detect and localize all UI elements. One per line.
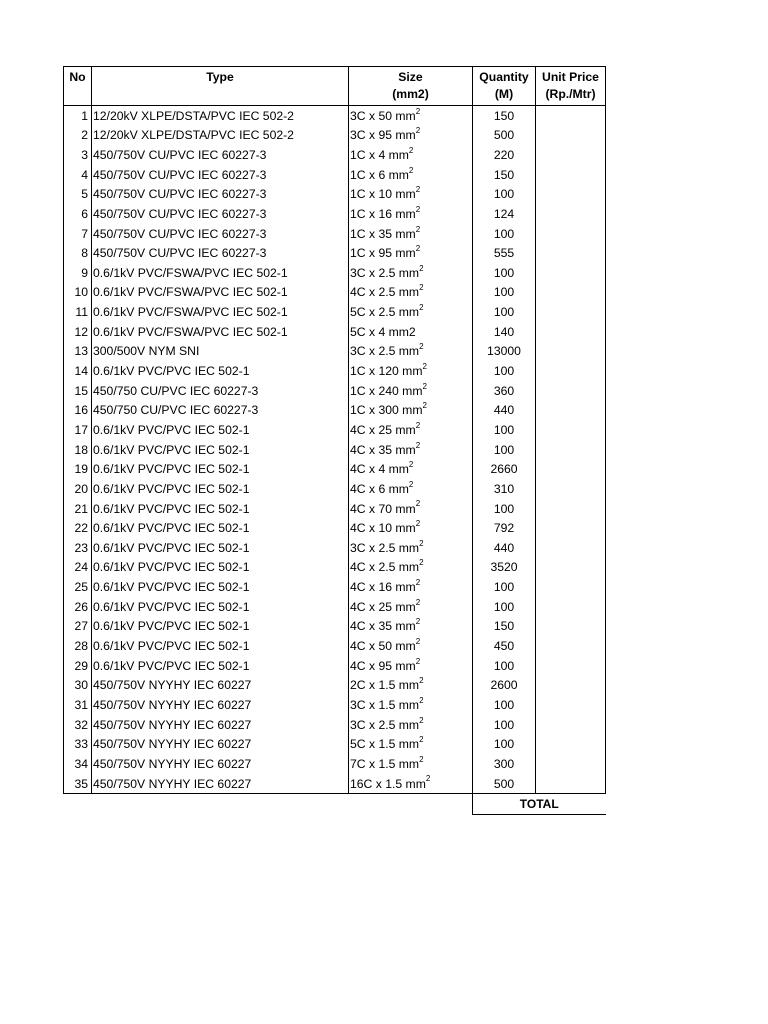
row-quantity: 360 [473,381,536,401]
row-size [349,165,473,185]
table-row [64,774,606,794]
row-quantity: 150 [473,617,536,637]
row-unit-price [536,440,606,460]
row-size-superscript: 2 [419,303,424,313]
row-size [349,577,473,597]
row-size-superscript: 2 [415,578,421,588]
table-row [64,518,606,538]
row-size-superscript: 2 [408,145,414,155]
row-number: 27 [64,617,92,637]
row-size-text: 3C x 2.5 mm [350,344,420,359]
table-row [64,302,606,322]
row-size [349,106,473,126]
row-size-superscript: 2 [415,224,421,234]
row-unit-price [536,302,606,322]
row-size-text: 1C x 300 mm [350,403,423,418]
row-quantity: 500 [473,774,536,794]
row-unit-price [536,518,606,538]
row-size-superscript: 2 [419,715,424,725]
row-size-superscript: 2 [415,617,421,627]
header-type: Type [92,67,349,106]
row-number: 26 [64,597,92,617]
table-row [64,145,606,165]
row-size [349,617,473,637]
row-quantity: 13000 [473,342,536,362]
row-unit-price [536,322,606,342]
row-type: 0.6/1kV PVC/PVC IEC 502-1 [92,538,349,558]
row-number: 5 [64,185,92,205]
row-size-text: 1C x 95 mm [350,246,416,261]
row-type: 450/750V CU/PVC IEC 60227-3 [92,145,349,165]
row-size-superscript: 2 [415,519,421,529]
table-row [64,283,606,303]
row-number: 10 [64,283,92,303]
row-size-superscript: 2 [419,735,424,745]
row-size-text: 1C x 4 mm [350,148,409,162]
row-number: 8 [64,243,92,263]
table-row [64,263,606,283]
row-quantity: 100 [473,440,536,460]
table-row [64,401,606,421]
table-row [64,342,606,362]
row-size [349,361,473,381]
row-size [349,283,473,303]
row-unit-price [536,479,606,499]
row-type: 0.6/1kV PVC/FSWA/PVC IEC 502-1 [92,263,349,283]
row-size-superscript: 2 [422,381,427,391]
row-unit-price [536,263,606,283]
row-size-superscript: 2 [415,244,421,254]
row-size-superscript: 2 [415,499,421,509]
row-size-text: 5C x 2.5 mm [350,305,420,320]
row-quantity: 100 [473,695,536,715]
row-unit-price [536,695,606,715]
row-type: 0.6/1kV PVC/FSWA/PVC IEC 502-1 [92,283,349,303]
row-type: 12/20kV XLPE/DSTA/PVC IEC 502-2 [92,106,349,126]
row-size-text: 4C x 50 mm [350,639,416,654]
row-type: 12/20kV XLPE/DSTA/PVC IEC 502-2 [92,126,349,146]
row-quantity: 100 [473,420,536,440]
row-unit-price [536,774,606,794]
row-size-text: 2C x 1.5 mm [350,678,420,693]
table-row [64,577,606,597]
row-size-superscript: 2 [419,538,424,548]
row-size [349,302,473,322]
row-size [349,558,473,578]
row-quantity: 150 [473,106,536,126]
row-size-superscript: 2 [419,676,424,686]
table-row [64,597,606,617]
row-size [349,263,473,283]
row-type: 0.6/1kV PVC/FSWA/PVC IEC 502-1 [92,322,349,342]
row-quantity: 300 [473,754,536,774]
row-size-text: 4C x 4 mm [350,462,409,477]
row-size-text: 1C x 6 mm [350,167,409,182]
row-unit-price [536,381,606,401]
row-quantity: 100 [473,656,536,676]
row-type: 450/750V CU/PVC IEC 60227-3 [92,185,349,205]
row-size-superscript: 2 [415,597,421,607]
row-size-text: 4C x 2.5 mm [350,560,420,575]
row-quantity: 440 [473,538,536,558]
table-row [64,499,606,519]
row-quantity: 450 [473,636,536,656]
row-number: 29 [64,656,92,676]
row-size-text: 4C x 25 mm [350,599,416,614]
table-row [64,185,606,205]
row-size [349,185,473,205]
row-quantity: 100 [473,577,536,597]
row-unit-price [536,460,606,480]
row-quantity: 555 [473,243,536,263]
row-size [349,695,473,715]
row-size [349,145,473,165]
row-number: 9 [64,263,92,283]
row-size [349,676,473,696]
row-size-text: 1C x 240 mm [350,383,423,398]
row-size [349,243,473,263]
row-number: 17 [64,420,92,440]
header-no: No [64,67,92,106]
row-unit-price [536,676,606,696]
row-type: 450/750 CU/PVC IEC 60227-3 [92,381,349,401]
row-number: 19 [64,460,92,480]
row-number: 16 [64,401,92,421]
row-quantity: 100 [473,715,536,735]
row-type: 300/500V NYM SNI [92,342,349,362]
table-row [64,695,606,715]
row-size-superscript: 2 [415,204,421,214]
row-size-superscript: 2 [425,774,431,784]
row-size [349,420,473,440]
row-number: 25 [64,577,92,597]
row-number: 18 [64,440,92,460]
row-type: 450/750V NYYHY IEC 60227 [92,774,349,794]
row-type: 0.6/1kV PVC/FSWA/PVC IEC 502-1 [92,302,349,322]
table-row [64,676,606,696]
row-number: 22 [64,518,92,538]
row-quantity: 310 [473,479,536,499]
table-row [64,636,606,656]
row-type: 0.6/1kV PVC/PVC IEC 502-1 [92,479,349,499]
row-type: 0.6/1kV PVC/PVC IEC 502-1 [92,636,349,656]
total-label: TOTAL [473,794,606,814]
row-size-text: 1C x 35 mm [350,226,416,241]
row-type: 0.6/1kV PVC/PVC IEC 502-1 [92,420,349,440]
row-size-superscript: 2 [422,401,427,411]
row-number: 34 [64,754,92,774]
row-number: 20 [64,479,92,499]
row-type: 450/750V NYYHY IEC 60227 [92,754,349,774]
row-unit-price [536,204,606,224]
row-size-superscript: 2 [415,106,421,116]
row-unit-price [536,715,606,735]
row-unit-price [536,754,606,774]
row-size-text: 3C x 2.5 mm [350,540,420,555]
row-size-superscript: 2 [415,185,421,195]
header-unit-price: Unit Price (Rp./Mtr) [536,67,606,106]
row-quantity: 140 [473,322,536,342]
row-type: 450/750V CU/PVC IEC 60227-3 [92,243,349,263]
row-unit-price [536,597,606,617]
row-size [349,342,473,362]
row-size-text: 4C x 6 mm [350,481,409,496]
table-row [64,735,606,755]
row-number: 13 [64,342,92,362]
table-row [64,322,606,342]
row-quantity: 100 [473,263,536,283]
row-size-superscript: 2 [419,754,424,764]
table-row [64,656,606,676]
row-unit-price [536,656,606,676]
row-quantity: 2600 [473,676,536,696]
row-size-text: 3C x 95 mm [350,128,416,143]
row-unit-price [536,577,606,597]
table-row [64,204,606,224]
row-quantity: 100 [473,224,536,244]
row-size-text: 3C x 2.5 mm [350,717,420,732]
row-size-superscript: 2 [419,695,424,705]
row-number: 28 [64,636,92,656]
header-quantity: Quantity (M) [473,67,536,106]
row-size-text: 4C x 95 mm [350,658,416,673]
row-quantity: 100 [473,499,536,519]
row-number: 30 [64,676,92,696]
row-size [349,754,473,774]
row-size [349,440,473,460]
row-unit-price [536,617,606,637]
row-number: 3 [64,145,92,165]
row-size [349,656,473,676]
row-type: 450/750 CU/PVC IEC 60227-3 [92,401,349,421]
row-type: 0.6/1kV PVC/PVC IEC 502-1 [92,558,349,578]
row-quantity: 150 [473,165,536,185]
row-number: 7 [64,224,92,244]
row-size-text: 4C x 35 mm [350,619,416,634]
row-type: 0.6/1kV PVC/PVC IEC 502-1 [92,499,349,519]
row-quantity: 220 [473,145,536,165]
row-size [349,381,473,401]
row-quantity: 100 [473,597,536,617]
row-type: 0.6/1kV PVC/PVC IEC 502-1 [92,361,349,381]
row-size-text: 1C x 120 mm [350,364,423,379]
row-size [349,204,473,224]
row-unit-price [536,283,606,303]
row-quantity: 100 [473,361,536,381]
table-row [64,165,606,185]
row-quantity: 440 [473,401,536,421]
table-row [64,617,606,637]
row-size-text: 5C x 1.5 mm [350,737,420,752]
row-size [349,538,473,558]
row-number: 15 [64,381,92,401]
row-size [349,224,473,244]
row-number: 11 [64,302,92,322]
row-size [349,499,473,519]
row-size-text: 3C x 2.5 mm [350,265,420,280]
row-type: 0.6/1kV PVC/PVC IEC 502-1 [92,460,349,480]
row-number: 2 [64,126,92,146]
row-size-text: 4C x 10 mm [350,521,416,536]
table-row [64,243,606,263]
row-type: 0.6/1kV PVC/PVC IEC 502-1 [92,577,349,597]
table-header-row [64,67,606,106]
row-unit-price [536,636,606,656]
row-number: 14 [64,361,92,381]
row-size-text: 4C x 70 mm [350,501,416,516]
row-size [349,715,473,735]
row-number: 32 [64,715,92,735]
row-size-superscript: 2 [422,361,427,371]
row-quantity: 124 [473,204,536,224]
row-unit-price [536,185,606,205]
row-size-text: 4C x 16 mm [350,580,416,595]
table-row [64,126,606,146]
row-size [349,518,473,538]
row-quantity: 500 [473,126,536,146]
row-size [349,479,473,499]
row-size-superscript: 2 [408,479,414,489]
row-quantity: 100 [473,185,536,205]
row-unit-price [536,126,606,146]
row-unit-price [536,106,606,126]
row-unit-price [536,401,606,421]
row-size-text: 1C x 16 mm [350,206,416,221]
row-size-superscript: 2 [419,342,424,352]
row-size-superscript: 2 [415,126,421,136]
row-size [349,774,473,794]
row-unit-price [536,420,606,440]
table-row [64,381,606,401]
row-size-superscript: 2 [408,165,414,175]
row-size [349,126,473,146]
row-size [349,460,473,480]
row-unit-price [536,145,606,165]
row-size [349,401,473,421]
row-type: 450/750V NYYHY IEC 60227 [92,715,349,735]
row-size-text: 7C x 1.5 mm [350,756,420,771]
row-unit-price [536,735,606,755]
row-unit-price [536,342,606,362]
table-row [64,106,606,126]
row-size [349,735,473,755]
row-size-superscript: 2 [408,460,414,470]
row-size-superscript: 2 [419,283,424,293]
table-row [64,420,606,440]
total-table [472,794,606,815]
table-row [64,224,606,244]
row-size-text: 4C x 25 mm [350,422,416,437]
table-body [64,106,606,794]
table-row [64,479,606,499]
row-type: 0.6/1kV PVC/PVC IEC 502-1 [92,440,349,460]
row-number: 6 [64,204,92,224]
table-row [64,754,606,774]
row-unit-price [536,499,606,519]
row-type: 0.6/1kV PVC/PVC IEC 502-1 [92,518,349,538]
table-row [64,440,606,460]
table-row [64,538,606,558]
row-quantity: 100 [473,302,536,322]
row-size-superscript: 2 [415,656,421,666]
row-number: 24 [64,558,92,578]
row-unit-price [536,243,606,263]
row-number: 12 [64,322,92,342]
table-row [64,715,606,735]
row-quantity: 3520 [473,558,536,578]
row-number: 21 [64,499,92,519]
table-row [64,558,606,578]
row-type: 450/750V CU/PVC IEC 60227-3 [92,224,349,244]
row-number: 1 [64,106,92,126]
table-row [64,460,606,480]
row-number: 4 [64,165,92,185]
row-size-superscript: 2 [419,558,424,568]
header-size: Size (mm2) [349,67,473,106]
row-size-text: 3C x 1.5 mm [350,697,420,712]
row-type: 0.6/1kV PVC/PVC IEC 502-1 [92,617,349,637]
row-number: 23 [64,538,92,558]
row-unit-price [536,165,606,185]
cable-price-sheet [63,66,606,815]
row-size [349,636,473,656]
row-quantity: 100 [473,283,536,303]
row-size-text: 3C x 50 mm [350,108,416,123]
row-type: 450/750V NYYHY IEC 60227 [92,695,349,715]
row-quantity: 2660 [473,460,536,480]
row-quantity: 100 [473,735,536,755]
row-size-text: 1C x 10 mm [350,187,416,202]
row-type: 450/750V NYYHY IEC 60227 [92,735,349,755]
table-row [64,361,606,381]
row-type: 450/750V NYYHY IEC 60227 [92,676,349,696]
row-unit-price [536,538,606,558]
row-size [349,322,473,342]
row-size-text: 5C x 4 mm2 [350,324,416,339]
row-size-text: 16C x 1.5 mm [350,776,426,791]
row-number: 35 [64,774,92,794]
row-number: 33 [64,735,92,755]
row-size-text: 4C x 2.5 mm [350,285,420,300]
row-size-superscript: 2 [419,263,424,273]
row-size [349,597,473,617]
row-unit-price [536,558,606,578]
row-size-superscript: 2 [415,440,421,450]
row-type: 0.6/1kV PVC/PVC IEC 502-1 [92,656,349,676]
row-size-text: 4C x 35 mm [350,442,416,457]
row-type: 0.6/1kV PVC/PVC IEC 502-1 [92,597,349,617]
row-size-superscript: 2 [415,420,421,430]
row-type: 450/750V CU/PVC IEC 60227-3 [92,165,349,185]
row-number: 31 [64,695,92,715]
row-size-superscript: 2 [415,636,421,646]
row-unit-price [536,224,606,244]
cable-table [63,66,606,794]
row-quantity: 792 [473,518,536,538]
row-type: 450/750V CU/PVC IEC 60227-3 [92,204,349,224]
row-unit-price [536,361,606,381]
